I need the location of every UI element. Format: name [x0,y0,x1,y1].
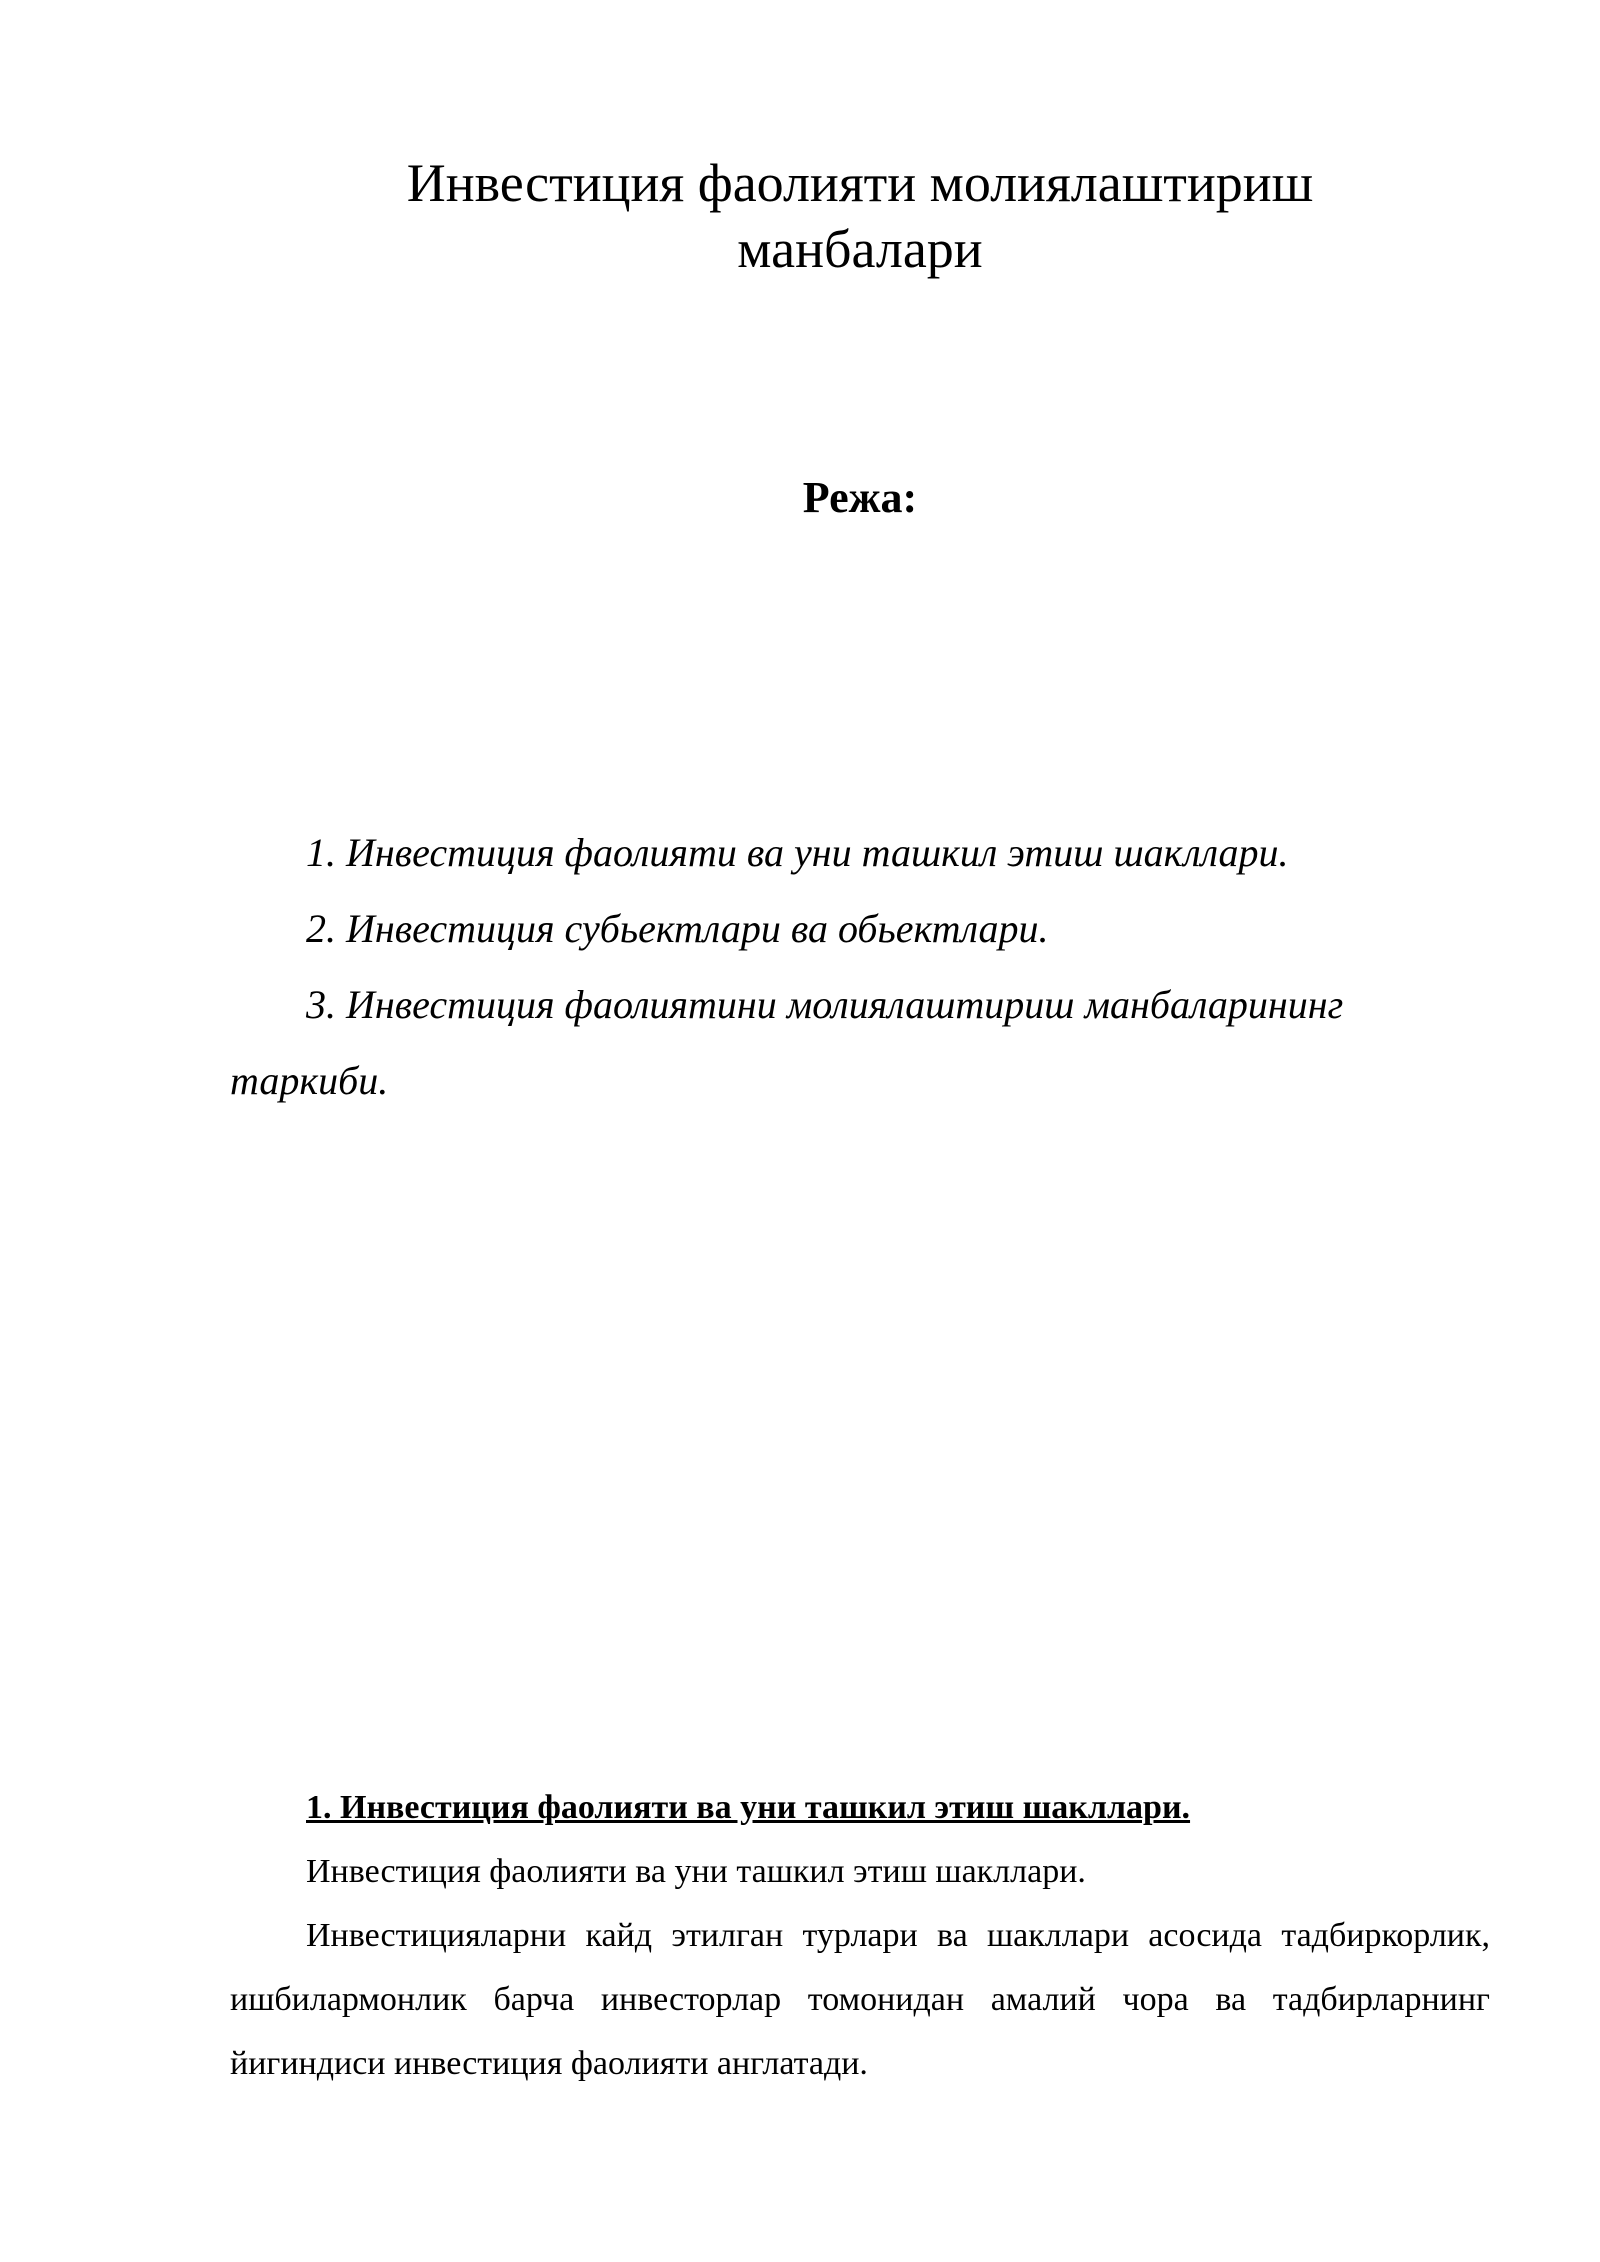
document-title: Инвестиция фаолияти молиялаштириш манбалари [406,153,1314,279]
section-paragraph-2: Инвестицияларни кайд этилган турлари ва шакллари асосида тадбиркорлик, ишбилармонлик барча инвесторлар томонидан амалий чора ва тадбирларнинг йигиндиси инвестиция фаолияти англатади. [230,1917,1490,2082]
section-heading: 1. Инвестиция фаолияти ва уни ташкил этиш шакллари. [306,1789,1191,1826]
section-1 [230,1776,1490,2096]
section-paragraph-1: Инвестиция фаолияти ва уни ташкил этиш шакллари. [306,1853,1086,1890]
plan-item-3: 3. Инвестиция фаолиятини молиялаштириш манбаларининг таркиби. [230,982,1344,1103]
plan-list [230,815,1490,1119]
plan-heading: Режа: [802,473,918,522]
plan-item-2: 2. Инвестиция субьектлари ва обьектлари. [306,906,1049,951]
plan-item-1: 1. Инвестиция фаолияти ва уни ташкил этиш шакллари. [306,830,1289,875]
